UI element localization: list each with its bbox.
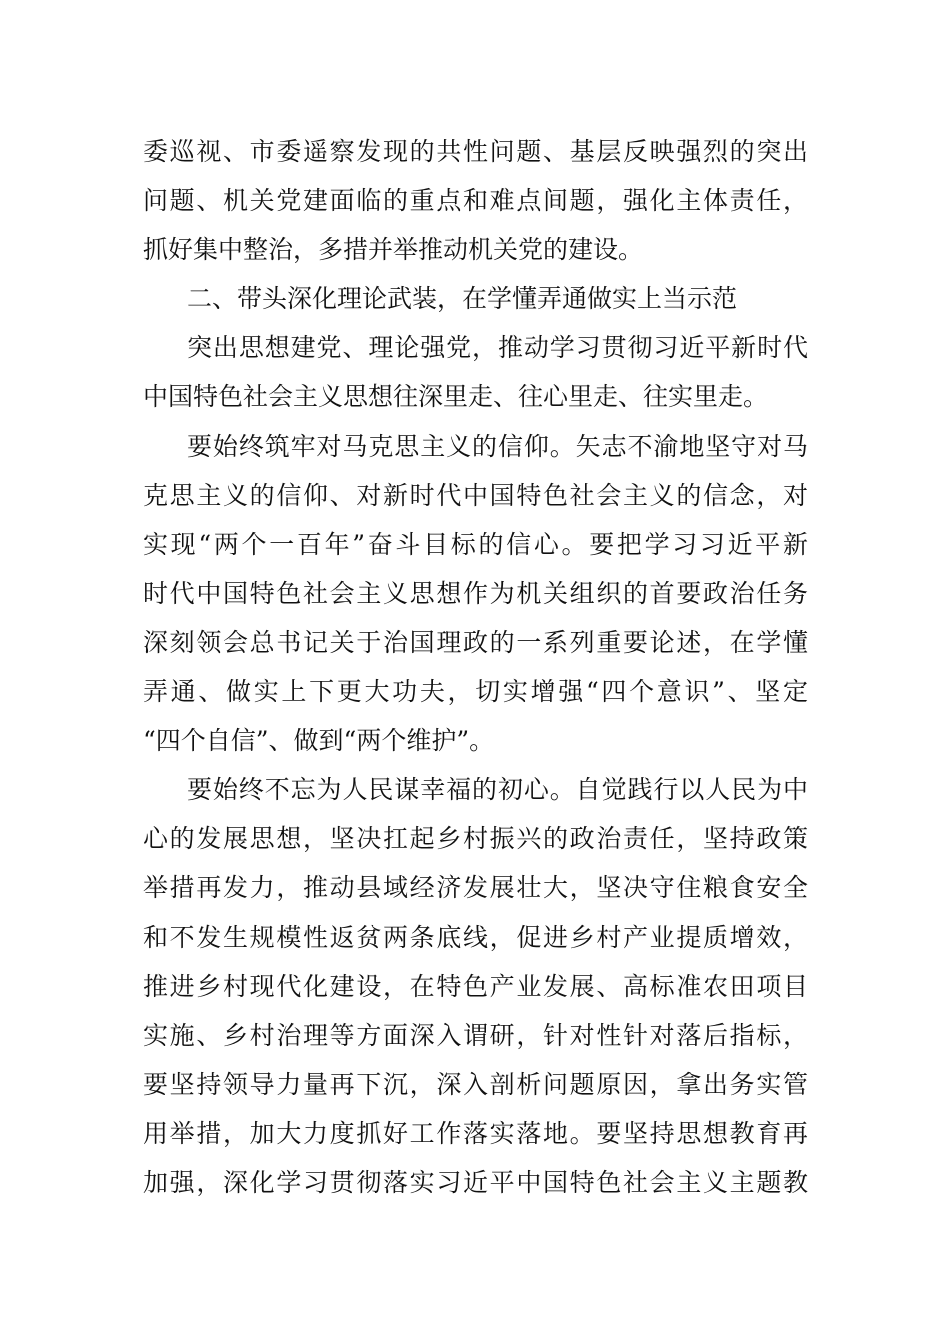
section-heading <box>143 274 808 323</box>
text-line: 要始终不忘为人民谋幸福的初心。自觉践行以人民为中 <box>187 775 808 805</box>
text-line: 实现“两个一百年”奋斗目标的信心。要把学习习近平新 <box>143 529 808 559</box>
text-line: 推进乡村现代化建设，在特色产业发展、高标准农田项目 <box>143 971 808 1001</box>
text-line: 举措再发力，推动县域经济发展壮大，坚决守住粮食安全 <box>143 873 808 903</box>
text-line: 实施、乡村治理等方面深入谓研，针对性针对落后指标， <box>143 1020 808 1050</box>
text-line: 和不发生规模性返贫两条底线，促进乡村产业提质增效， <box>143 922 808 952</box>
paragraph-1 <box>143 127 808 274</box>
paragraph-4 <box>143 422 808 766</box>
paragraph-5 <box>143 765 808 1207</box>
text-line: 抓好集中整治，多措并举推动机关党的建设。 <box>143 235 644 265</box>
text-line: 要坚持领导力量再下沉，深入剖析问题原因，拿出务实管 <box>143 1069 808 1099</box>
text-line: 心的发展思想，坚决扛起乡村振兴的政治责任，坚持政策 <box>143 824 808 854</box>
text-line: 用举措，加大力度抓好工作落实落地。要坚持思想教育再 <box>143 1118 808 1148</box>
text-line: 加强，深化学习贯彻落实习近平中国特色社会主义主题教 <box>143 1167 808 1197</box>
text-line: 弄通、做实上下更大功夫，切实增强“四个意识”、坚定 <box>143 677 808 707</box>
text-line: 时代中国特色社会主义思想作为机关组织的首要政治任务 <box>143 578 808 608</box>
text-line: “四个自信”、做到“两个维护”。 <box>143 726 495 756</box>
text-line: 问题、机关党建面临的重点和难点间题，强化主体责任， <box>143 186 808 216</box>
text-line: 克思主义的信仰、对新时代中国特色社会主义的信念，对 <box>143 480 808 510</box>
heading-line: 二、带头深化理论武装，在学懂弄通做实上当示范 <box>187 284 738 314</box>
document-body <box>143 127 808 1207</box>
paragraph-3 <box>143 323 808 421</box>
text-line: 中国特色社会主义思想往深里走、往心里走、往实里走。 <box>143 382 769 412</box>
text-line: 委巡视、市委遥察发现的共性问题、基层反映强烈的突出 <box>143 137 808 166</box>
text-line: 深刻领会总书记关于治国理政的一系列重要论述，在学懂 <box>143 627 808 657</box>
text-line: 要始终筑牢对马克思主义的信仰。矢志不渝地坚守对马 <box>187 431 808 461</box>
text-line: 突出思想建党、理论强党，推动学习贯彻习近平新时代 <box>187 333 808 363</box>
